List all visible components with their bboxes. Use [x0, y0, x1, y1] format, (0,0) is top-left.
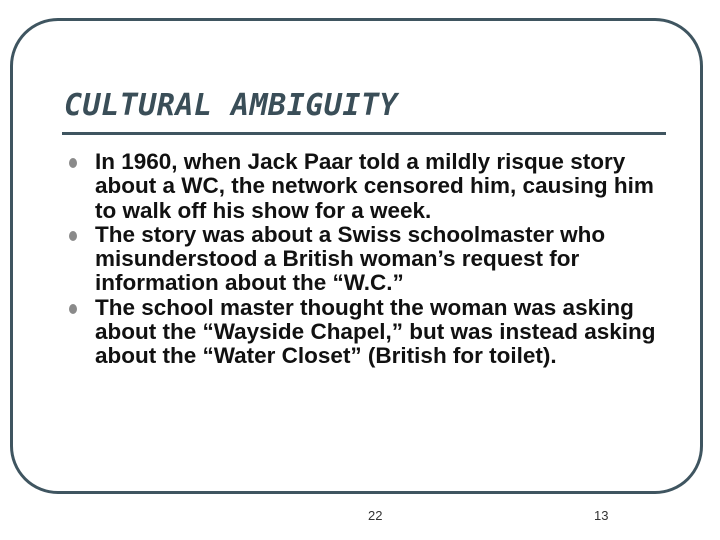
- bullet-text: The school master thought the woman was asking about the “Wayside Chapel,” but was instead asking about the “Water Closet” (British for toilet).: [95, 294, 656, 369]
- bullet-item: [64, 296, 664, 369]
- page-number-right: 13: [594, 508, 609, 523]
- bullet-item: [64, 223, 664, 296]
- bullet-dot-icon: [69, 231, 77, 241]
- bullet-dot-icon: [69, 304, 77, 314]
- bullet-text: In 1960, when Jack Paar told a mildly risque story about a WC, the network censored him, causing him to walk off his show for a week.: [95, 149, 654, 223]
- page-number-left: 22: [368, 508, 383, 523]
- bullet-list: [64, 150, 664, 369]
- slide-title: CULTURAL AMBIGUITY: [64, 88, 399, 123]
- title-divider: [62, 132, 666, 135]
- bullet-text: The story was about a Swiss schoolmaster who misunderstood a British woman’s request for information about the “W.C.”: [95, 221, 606, 296]
- bullet-item: [64, 150, 664, 223]
- bullet-dot-icon: [69, 158, 77, 168]
